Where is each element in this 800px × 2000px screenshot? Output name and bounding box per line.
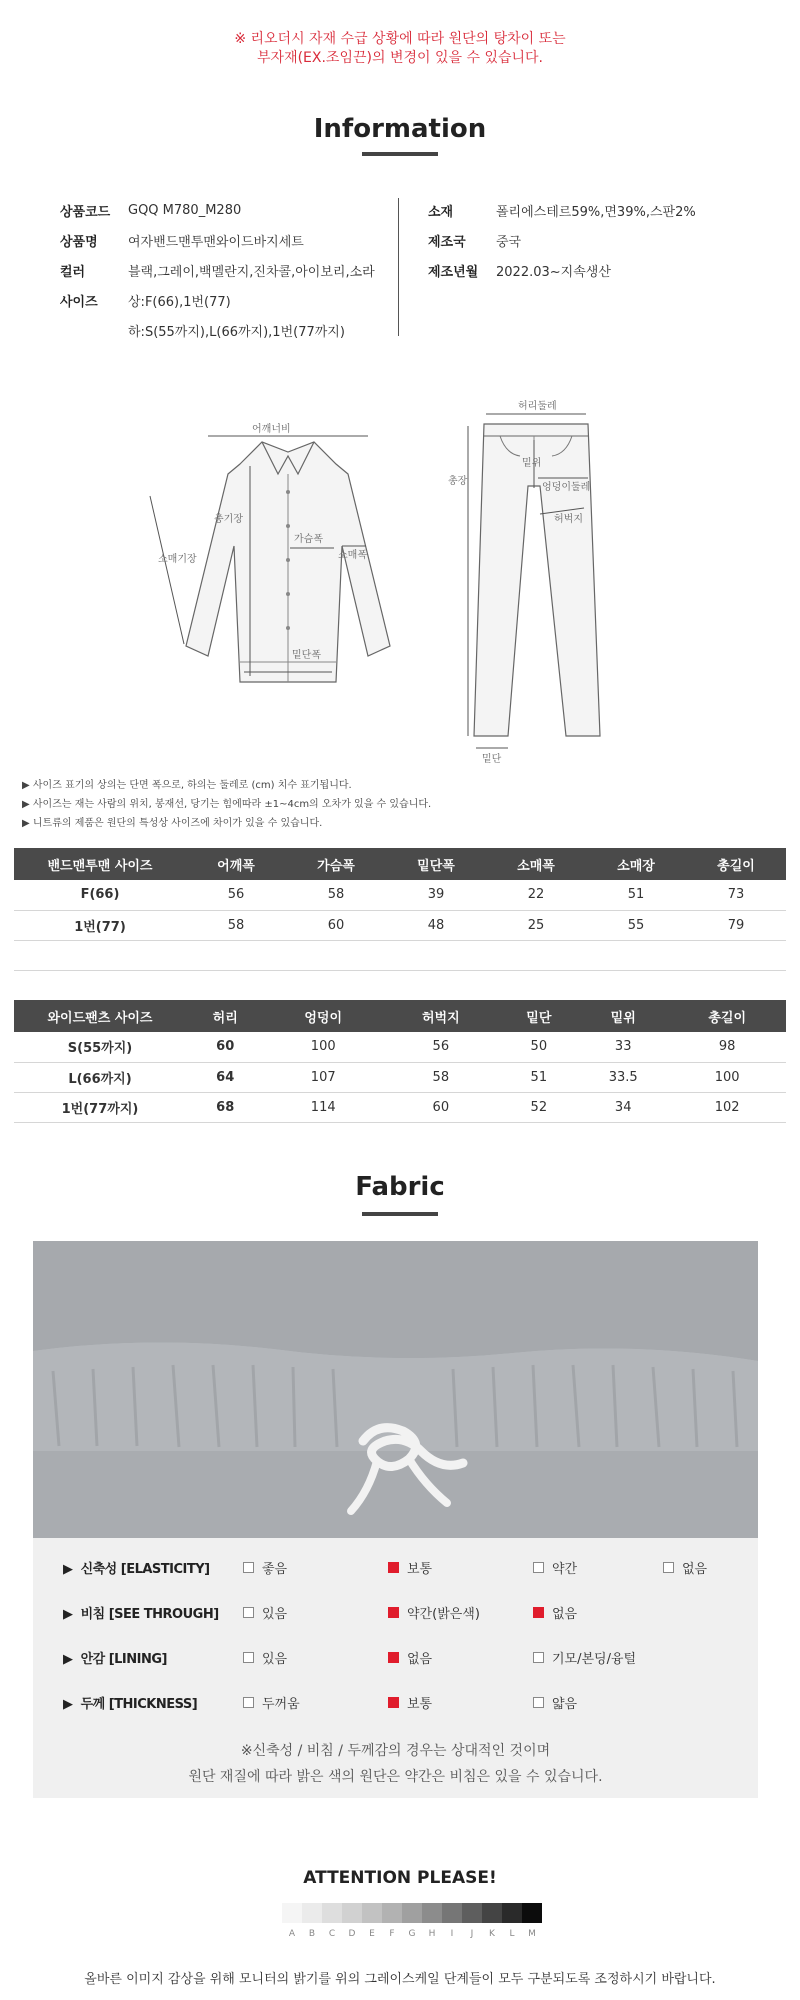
info-row-size-bottom: [60, 318, 345, 342]
grayscale-step: [382, 1903, 402, 1939]
grayscale-swatch: [342, 1903, 362, 1923]
note-line: ▶ 사이즈 표기의 상의는 단면 폭으로, 하의는 둘레로 (cm) 치수 표기됩니다.: [22, 780, 352, 791]
table-cell: 33.5: [578, 1062, 668, 1092]
fabric-option[interactable]: 없음: [663, 1558, 707, 1577]
info-key: 소재: [428, 204, 454, 220]
table-cell: [486, 940, 586, 970]
info-row-date: [428, 258, 611, 282]
fabric-note-line-1: ※신축성 / 비침 / 두께감의 경우는 상대적인 것이며: [240, 1743, 551, 1759]
notice-line-1: ※ 리오더시 자재 수급 상황에 따라 원단의 탕차이 또는: [234, 31, 566, 47]
table-cell: 1번(77까지): [14, 1092, 186, 1122]
table-header: 허벅지: [382, 1000, 500, 1032]
fabric-option[interactable]: 좋음: [243, 1558, 287, 1577]
label-hem: 밑단폭: [292, 650, 321, 661]
fabric-option[interactable]: 보통: [388, 1558, 432, 1577]
label-sleeve-length: 소매기장: [158, 554, 197, 565]
table-cell: 52: [500, 1092, 578, 1122]
grayscale-swatch: [382, 1903, 402, 1923]
grayscale-letter: I: [450, 1929, 454, 1939]
table-cell: 34: [578, 1092, 668, 1122]
info-row-country: [428, 228, 521, 252]
fabric-row-label: ▶ 비침 [SEE THROUGH]: [63, 1607, 219, 1622]
fabric-option[interactable]: 기모/본딩/융털: [533, 1648, 636, 1667]
grayscale-step: [402, 1903, 422, 1939]
table-header: 소매장: [586, 848, 686, 880]
table-header-row: [14, 1000, 786, 1032]
notice-line-2: 부자재(EX.조임끈)의 변경이 있을 수 있습니다.: [257, 50, 543, 66]
grayscale-step: [282, 1903, 302, 1939]
table-cell: 60: [382, 1092, 500, 1122]
fabric-photo-illustration: [33, 1241, 758, 1538]
table-cell: 55: [586, 910, 686, 940]
info-key: 상품명: [60, 234, 98, 250]
grayscale-swatch: [442, 1903, 462, 1923]
info-value: 여자밴드맨투맨와이드바지세트: [128, 234, 304, 250]
size-notes: [22, 776, 431, 833]
checkbox-checked-icon[interactable]: [388, 1697, 399, 1708]
fabric-title: Fabric: [355, 1172, 445, 1202]
table-header: 어깨폭: [186, 848, 286, 880]
table-row: [14, 910, 786, 940]
grayscale-step: [422, 1903, 442, 1939]
pants-size-table: [14, 1000, 786, 1123]
fabric-option[interactable]: 얇음: [533, 1693, 577, 1712]
info-value: 상:F(66),1번(77): [128, 294, 231, 310]
reorder-notice: [0, 30, 800, 68]
grayscale-swatch: [502, 1903, 522, 1923]
fabric-row-label: ▶ 두께 [THICKNESS]: [63, 1697, 198, 1712]
table-header: 밑단폭: [386, 848, 486, 880]
table-cell: 50: [500, 1032, 578, 1062]
table-cell: 100: [264, 1032, 382, 1062]
fabric-option[interactable]: 두꺼움: [243, 1693, 300, 1712]
grayscale-letter: J: [470, 1929, 474, 1939]
table-cell: 22: [486, 880, 586, 910]
fabric-option[interactable]: 약간: [533, 1558, 577, 1577]
grayscale-letter: M: [528, 1929, 536, 1939]
checkbox-icon[interactable]: [663, 1562, 674, 1573]
info-key: 상품코드: [60, 204, 111, 220]
fabric-row-label: ▶ 안감 [LINING]: [63, 1652, 167, 1667]
table-header: 밑위: [578, 1000, 668, 1032]
label-sleeve-width: 소매폭: [338, 550, 367, 561]
grayscale-letter: L: [509, 1929, 515, 1939]
grayscale-step: [502, 1903, 522, 1939]
checkbox-icon[interactable]: [243, 1652, 254, 1663]
fabric-option[interactable]: 있음: [243, 1603, 287, 1622]
checkbox-icon[interactable]: [243, 1607, 254, 1618]
table-row: [14, 1032, 786, 1062]
label-pants-hem: 밑단: [482, 754, 502, 765]
table-cell: 56: [382, 1032, 500, 1062]
grayscale-letter: F: [389, 1929, 395, 1939]
grayscale-letter: B: [308, 1929, 316, 1939]
label-waist: 허리둘레: [518, 401, 557, 412]
table-cell: [586, 940, 686, 970]
table-cell: S(55까지): [14, 1032, 186, 1062]
checkbox-icon[interactable]: [243, 1697, 254, 1708]
arrow-right-icon: ▶: [63, 1562, 81, 1577]
table-header: 소매폭: [486, 848, 586, 880]
table-header: 총길이: [668, 1000, 786, 1032]
label-pants-length: 총장: [448, 476, 468, 487]
table-cell: 56: [186, 880, 286, 910]
info-key: 컬러: [60, 264, 86, 280]
info-value: 폴리에스테르59%,면39%,스판2%: [496, 204, 696, 220]
table-cell: [286, 940, 386, 970]
info-row-color: [60, 258, 375, 282]
fabric-option[interactable]: 보통: [388, 1693, 432, 1712]
grayscale-swatch: [462, 1903, 482, 1923]
grayscale-step: [482, 1903, 502, 1939]
grayscale-swatch: [522, 1903, 542, 1923]
top-size-table: [14, 848, 786, 971]
info-value: 블랙,그레이,백멜란지,진차콜,아이보리,소라: [128, 264, 375, 280]
grayscale-swatch: [482, 1903, 502, 1923]
grayscale-swatch: [422, 1903, 442, 1923]
table-cell: 79: [686, 910, 786, 940]
table-row: [14, 1092, 786, 1122]
info-key: 사이즈: [60, 294, 98, 310]
info-row-name: [60, 228, 304, 252]
table-header: 가슴폭: [286, 848, 386, 880]
table-cell: 107: [264, 1062, 382, 1092]
table-cell: 58: [186, 910, 286, 940]
arrow-right-icon: ▶: [63, 1697, 81, 1712]
checkbox-checked-icon[interactable]: [533, 1607, 544, 1618]
fabric-row-see-through: [33, 1603, 758, 1627]
grayscale-swatch: [362, 1903, 382, 1923]
arrow-right-icon: ▶: [63, 1652, 81, 1667]
table-cell: 68: [186, 1092, 264, 1122]
table-row: [14, 940, 786, 970]
grayscale-step: [322, 1903, 342, 1939]
info-key: 제조국: [428, 234, 466, 250]
grayscale-step: [302, 1903, 322, 1939]
grayscale-letter: C: [328, 1929, 336, 1939]
checkbox-icon[interactable]: [243, 1562, 254, 1573]
information-title: Information: [313, 114, 487, 144]
info-value: 하:S(55까지),L(66까지),1번(77까지): [128, 324, 345, 340]
label-hip: 엉덩이둘레: [542, 482, 591, 493]
table-cell: 39: [386, 880, 486, 910]
sleeve-length-measure: [150, 496, 184, 644]
table-header: 밴드맨투맨 사이즈: [14, 848, 186, 880]
info-row-size: [60, 288, 231, 312]
fabric-option[interactable]: 약간(밝은색): [388, 1603, 480, 1622]
label-total-length: 총기장: [214, 514, 243, 525]
pants-illustration: [448, 399, 600, 765]
grayscale-letter: G: [408, 1929, 416, 1939]
info-divider: [398, 198, 399, 336]
fabric-photo: [33, 1241, 758, 1538]
table-cell: 102: [668, 1092, 786, 1122]
grayscale-swatch: [402, 1903, 422, 1923]
shirt-illustration: [150, 422, 390, 682]
attention-title: ATTENTION PLEASE!: [303, 1868, 497, 1888]
info-row-material: [428, 198, 696, 222]
info-row-code: [60, 198, 241, 222]
arrow-right-icon: ▶: [63, 1607, 81, 1622]
fabric-row-thickness: [33, 1693, 758, 1717]
label-thigh: 허벅지: [554, 514, 583, 525]
table-cell: 58: [382, 1062, 500, 1092]
fabric-row-lining: [33, 1648, 758, 1672]
table-cell: 60: [186, 1032, 264, 1062]
label-rise: 밑위: [522, 458, 542, 469]
checkbox-icon[interactable]: [533, 1652, 544, 1663]
grayscale-swatch: [302, 1903, 322, 1923]
table-cell: 64: [186, 1062, 264, 1092]
grayscale-letter: A: [288, 1929, 296, 1939]
fabric-option[interactable]: 없음: [388, 1648, 432, 1667]
note-line: ▶ 사이즈는 재는 사람의 위치, 봉재선, 당기는 힘에따라 ±1~4cm의 오차가 있을 수 있습니다.: [22, 799, 432, 810]
table-cell: 48: [386, 910, 486, 940]
table-cell: [186, 940, 286, 970]
table-cell: L(66까지): [14, 1062, 186, 1092]
measurement-diagram: [130, 396, 650, 766]
table-header: 허리: [186, 1000, 264, 1032]
table-cell: 100: [668, 1062, 786, 1092]
fabric-note-line-2: 원단 재질에 따라 밝은 색의 원단은 약간은 비침은 있을 수 있습니다.: [188, 1769, 603, 1785]
fabric-note: [33, 1738, 758, 1790]
label-shoulder: 어깨너비: [252, 424, 291, 435]
info-value: GQQ M780_M280: [128, 202, 242, 218]
grayscale-letter: H: [428, 1929, 436, 1939]
label-chest: 가슴폭: [294, 534, 323, 545]
table-cell: 25: [486, 910, 586, 940]
table-header: 총길이: [686, 848, 786, 880]
table-cell: 60: [286, 910, 386, 940]
checkbox-icon[interactable]: [533, 1697, 544, 1708]
note-line: ▶ 니트류의 제품은 원단의 특성상 사이즈에 차이가 있을 수 있습니다.: [22, 818, 323, 829]
grayscale-scale: [282, 1903, 542, 1939]
checkbox-checked-icon[interactable]: [388, 1607, 399, 1618]
table-cell: 51: [586, 880, 686, 910]
grayscale-letter: E: [369, 1929, 375, 1939]
grayscale-swatch: [282, 1903, 302, 1923]
table-header: 밑단: [500, 1000, 578, 1032]
table-row: [14, 1062, 786, 1092]
grayscale-step: [522, 1903, 542, 1939]
info-value: 2022.03~지속생산: [496, 264, 611, 280]
fabric-properties: [33, 1538, 758, 1798]
table-cell: 1번(77): [14, 910, 186, 940]
fabric-row-label: ▶ 신축성 [ELASTICITY]: [63, 1562, 210, 1577]
grayscale-step: [362, 1903, 382, 1939]
grayscale-step: [442, 1903, 462, 1939]
table-cell: 58: [286, 880, 386, 910]
table-cell: F(66): [14, 880, 186, 910]
info-value: 중국: [496, 234, 522, 250]
fabric-option[interactable]: 없음: [533, 1603, 577, 1622]
table-header-row: [14, 848, 786, 880]
fabric-row-elasticity: [33, 1558, 758, 1582]
fabric-underline: [362, 1212, 438, 1216]
info-key: 제조년월: [428, 264, 479, 280]
table-cell: 114: [264, 1092, 382, 1122]
grayscale-step: [342, 1903, 362, 1939]
table-cell: 73: [686, 880, 786, 910]
table-cell: [14, 940, 186, 970]
grayscale-letter: D: [348, 1929, 356, 1939]
checkbox-checked-icon[interactable]: [388, 1562, 399, 1573]
grayscale-swatch: [322, 1903, 342, 1923]
checkbox-icon[interactable]: [533, 1562, 544, 1573]
fabric-option[interactable]: 있음: [243, 1648, 287, 1667]
product-info: [60, 198, 760, 348]
grayscale-letter: K: [489, 1929, 495, 1939]
table-cell: 98: [668, 1032, 786, 1062]
table-cell: [386, 940, 486, 970]
table-header: 와이드팬츠 사이즈: [14, 1000, 186, 1032]
table-header: 엉덩이: [264, 1000, 382, 1032]
grayscale-step: [462, 1903, 482, 1939]
table-cell: 33: [578, 1032, 668, 1062]
table-row: [14, 880, 786, 910]
table-cell: [686, 940, 786, 970]
table-cell: 51: [500, 1062, 578, 1092]
checkbox-checked-icon[interactable]: [388, 1652, 399, 1663]
information-underline: [362, 152, 438, 156]
monitor-note: 올바른 이미지 감상을 위해 모니터의 밝기를 위의 그레이스케일 단계들이 모두 구분되도록 조정하시기 바랍니다.: [84, 1972, 716, 1987]
